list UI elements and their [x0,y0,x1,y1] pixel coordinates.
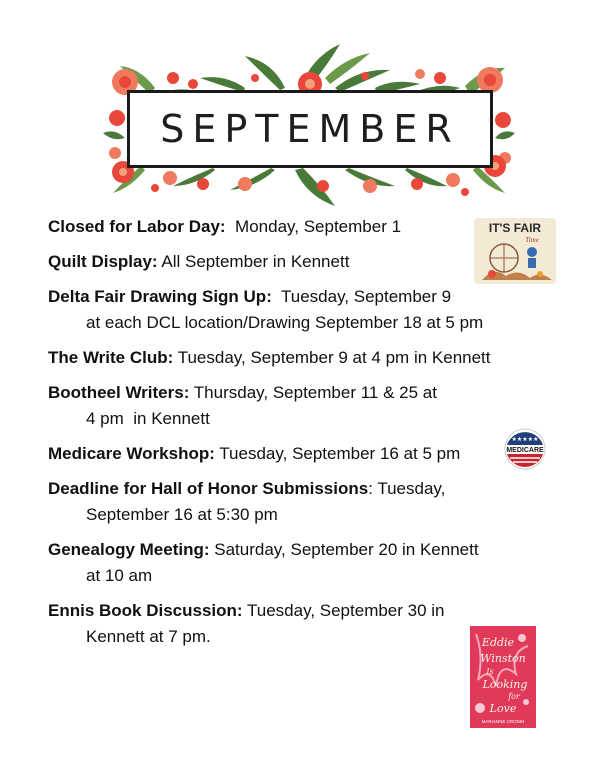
event-details: Thursday, September 11 & 25 at [189,383,437,402]
fair-time-image [474,218,556,284]
book-cover-image [470,626,536,728]
event-details: Tuesday, September 9 [271,287,452,306]
fair-badge-text: IT'S FAIR [488,221,542,235]
event-write-club [48,345,518,371]
event-details-cont: 4 pm in Kennett [86,409,210,428]
event-label: Medicare Workshop: [48,444,215,463]
event-label: Deadline for Hall of Honor Submissions [48,479,369,498]
book-author: MARIANNE CRONIN [481,719,525,724]
event-details: : Tuesday, [368,479,446,498]
medicare-badge-image [504,428,546,470]
fair-sub-text: Time [525,236,539,244]
event-quilt-display [48,249,518,275]
book-title-6: Love [489,702,517,715]
event-genealogy-meeting [48,537,518,589]
event-label: Genealogy Meeting: [48,540,210,559]
event-bootheel-writers [48,380,518,432]
event-details-cont: Kennett at 7 pm. [86,627,211,646]
event-details: Saturday, September 20 in Kennett [209,540,479,559]
event-details: Tuesday, September 16 at 5 pm [214,444,461,463]
event-medicare-workshop [48,441,518,467]
event-details: Monday, September 1 [225,217,402,236]
book-title-1: Eddie [481,636,515,649]
event-details: All September in Kennett [157,252,350,271]
event-details-cont: at each DCL location/Drawing September 18 at 5 pm [86,313,484,332]
book-title-3: Is [486,667,494,676]
events-list [48,214,518,659]
event-details: Tuesday, September 30 in [242,601,445,620]
svg-text:★★★★★: ★★★★★ [511,437,539,443]
event-details-cont: at 10 am [86,566,153,585]
event-label: Bootheel Writers: [48,383,190,402]
event-details-cont: September 16 at 5:30 pm [86,505,278,524]
book-title-4: Looking [482,678,528,691]
event-label: Ennis Book Discussion: [48,601,243,620]
event-label: Delta Fair Drawing Sign Up: [48,287,272,306]
event-label: Closed for Labor Day: [48,217,226,236]
event-delta-fair [48,284,518,336]
event-book-discussion [48,598,518,650]
event-details: Tuesday, September 9 at 4 pm in Kennett [173,348,491,367]
month-title: SEPTEMBER [160,107,460,151]
event-label: The Write Club: [48,348,174,367]
medicare-badge-text: MEDICARE [506,447,544,454]
book-title-5: for [508,692,520,701]
month-title-box [127,90,493,168]
book-title-2: Winston [480,652,526,665]
event-hall-of-honor [48,476,518,528]
event-label: Quilt Display: [48,252,158,271]
event-labor-day [48,214,518,240]
